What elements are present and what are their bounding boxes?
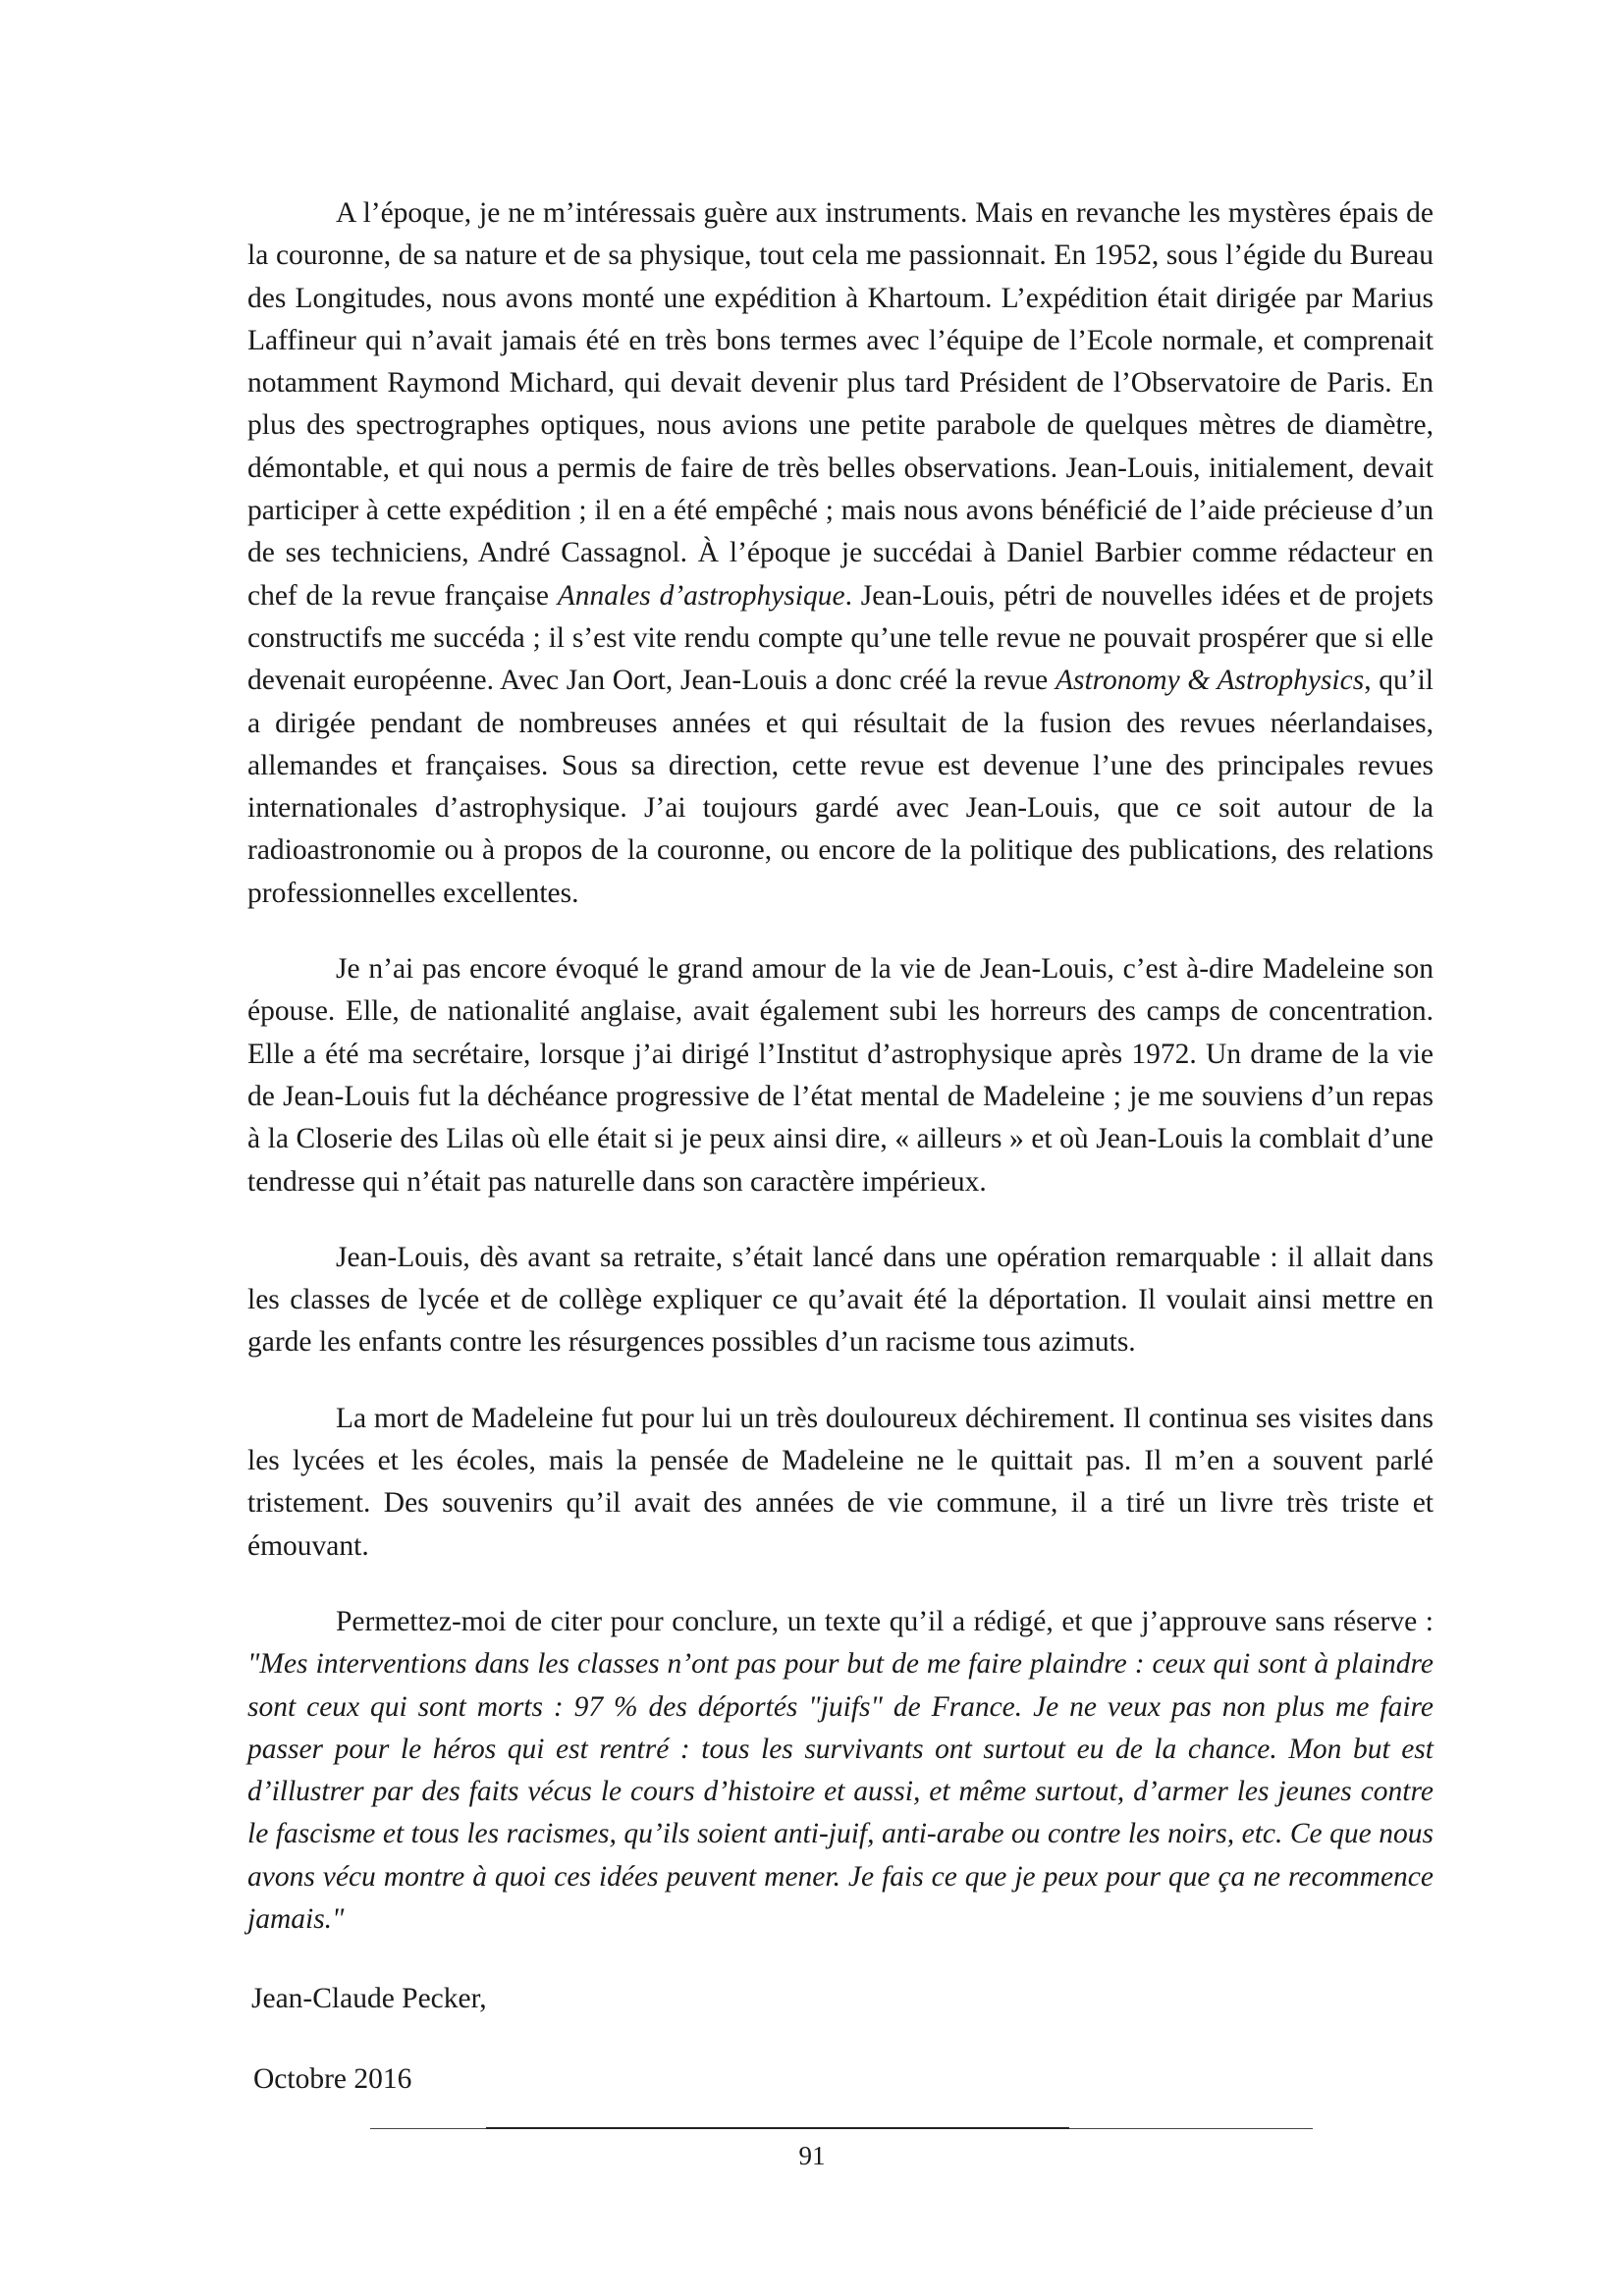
paragraph-2 <box>247 948 1434 1203</box>
author-signature: Jean-Claude Pecker, <box>251 1983 487 2015</box>
date-line: Octobre 2016 <box>253 2062 412 2095</box>
footer-rule-emphasis <box>486 2127 1069 2129</box>
text-run: Je n’ai pas encore évoqué le grand amour de la vie de Jean-Louis, c’est à-dire Madeleine son épouse. Elle, de nationalité anglaise, avait également subi les horreurs des camps de concentration. Elle a été ma secrétaire, lorsque j’ai dirigé l’Institut d’astrophysique après 1972. Un drame de la vie de Jean-Louis fut la déchéance progressive de l’état mental de Madeleine ; je me souviens d’un repas à la Closerie des Lilas où elle était si je peux ainsi dire, « ailleurs » et où Jean-Louis la comblait d’une tendresse qui n’était pas naturelle dans son caractère impérieux. <box>247 953 1434 1198</box>
text-run: Permettez-moi de citer pour conclure, un texte qu’il a rédigé, et que j’approuve sans réserve : <box>336 1605 1434 1637</box>
journal-title-astronomy-astrophysics: Astronomy & Astrophysics <box>1055 665 1365 697</box>
text-run: La mort de Madeleine fut pour lui un très douloureux déchirement. Il continua ses visites dans les lycées et les écoles, mais la pensée de Madeleine ne le quittait pas. Il m’en a souvent parlé tristement. Des souvenirs qu’il avait des années de vie commune, il a tiré un livre très triste et émouvant. <box>247 1402 1434 1562</box>
text-run: . Jean-Louis, pétri de nouvelles idées et de projets constructifs me succéda ; il s’est vite rendu compte qu’une telle revue ne pouvait prospérer que si elle devenait européenne. Avec Jan Oort, Jean-Louis a donc créé la revue <box>247 579 1434 697</box>
paragraph-4 <box>247 1398 1434 1568</box>
journal-title-annales: Annales d’astrophysique <box>557 579 845 612</box>
paragraph-5 <box>247 1601 1434 1941</box>
paragraph-1 <box>247 192 1434 915</box>
paragraph-3 <box>247 1237 1434 1364</box>
text-run: Jean-Louis, dès avant sa retraite, s’était lancé dans une opération remarquable : il allait dans les classes de lycée et de collège expliquer ce qu’avait été la déportation. Il voulait ainsi mettre en garde les enfants contre les résurgences possibles d’un racisme tous azimuts. <box>247 1241 1434 1359</box>
page-number: 91 <box>798 2141 826 2170</box>
document-body <box>247 192 1434 2138</box>
text-run: , qu’il a dirigée pendant de nombreuses années et qui résultait de la fusion des revues néerlandaises, allemandes et françaises. Sous sa direction, cette revue est devenue l’une des principales revues internationales d’astrophysique. J’ai toujours gardé avec Jean-Louis, que ce soit autour de la radioastronomie ou à propos de la couronne, ou encore de la politique des publications, des relations professionnelles excellentes. <box>247 665 1434 909</box>
text-run: A l’époque, je ne m’intéressais guère aux instruments. Mais en revanche les mystères épais de la couronne, de sa nature et de sa physique, tout cela me passionnait. En 1952, sous l’égide du Bureau des Longitudes, nous avons monté une expédition à Khartoum. L’expédition était dirigée par Marius Laffineur qui n’avait jamais été en très bons termes avec l’équipe de l’Ecole normale, et comprenait notamment Raymond Michard, qui devait devenir plus tard Président de l’Observatoire de Paris. En plus des spectrographes optiques, nous avions une petite parabole de quelques mètres de diamètre, démontable, et qui nous a permis de faire de très belles observations. Jean-Louis, initialement, devait participer à cette expédition ; il en a été empêché ; mais nous avons bénéficié de l’aide précieuse d’un de ses techniciens, André Cassagnol. À l’époque je succédai à Daniel Barbier comme rédacteur en chef de la revue française <box>247 197 1434 612</box>
quotation: "Mes interventions dans les classes n’ont pas pour but de me faire plaindre : ceux qui sont à plaindre sont ceux qui sont morts : 97 % des déportés "juifs" de France. Je ne veux pas non plus me faire passer pour le héros qui est rentré : tous les survivants ont surtout eu de la chance. Mon but est d’illustrer par des faits vécus le cours d’histoire et aussi, et même surtout, d’armer les jeunes contre le fascisme et tous les racismes, qu’ils soient anti-juif, anti-arabe ou contre les noirs, etc. Ce que nous avons vécu montre à quoi ces idées peuvent mener. Je fais ce que je peux pour que ça ne recommence jamais." <box>247 1648 1434 1935</box>
